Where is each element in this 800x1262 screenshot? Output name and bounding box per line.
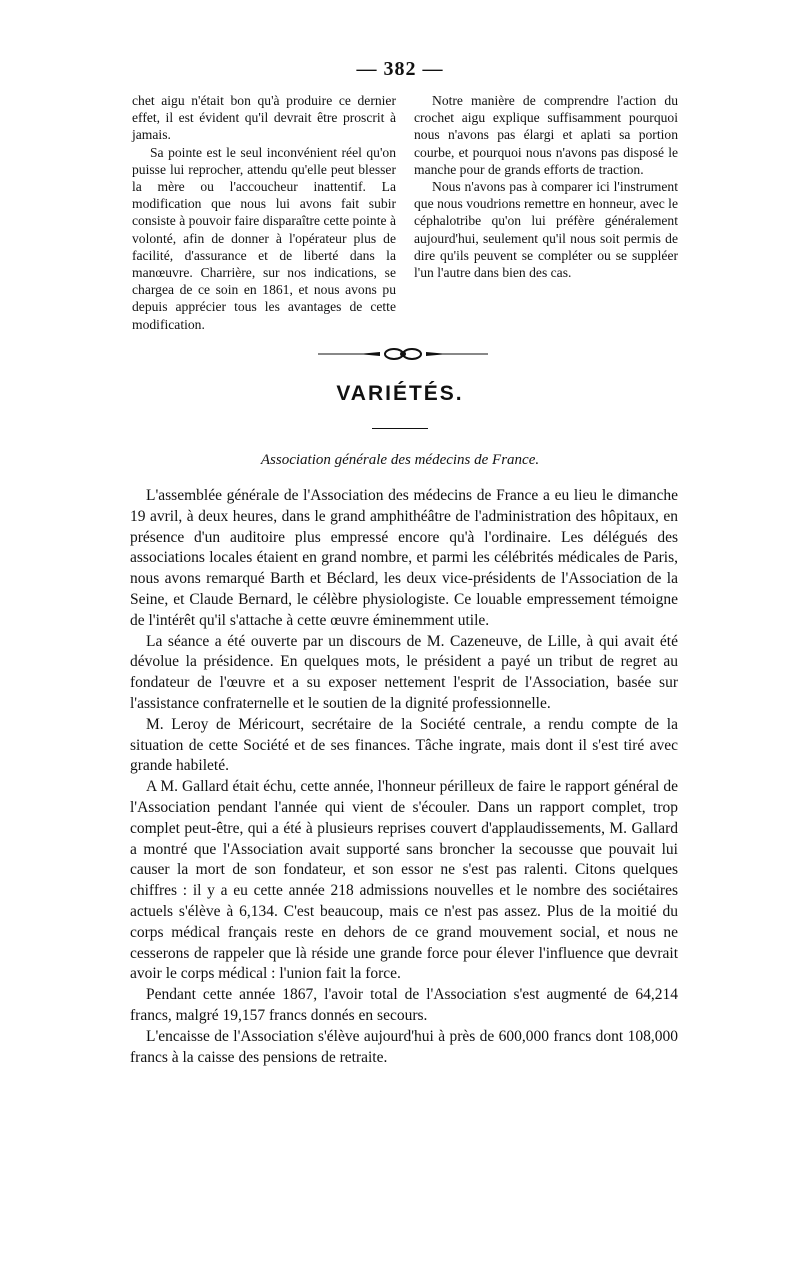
two-column-section: [132, 92, 678, 333]
body-paragraph-2: La séance a été ouverte par un discours de M. Cazeneuve, de Lille, à qui avait été dévolue la présidence. En quelques mots, le président a payé un tribut de regret au fondateur de l'œuvre et a su exposer nettement l'esprit de l'Association, basée sur l'assistance confraternelle et le soutien de la dignité professionnelle.: [130, 632, 678, 712]
left-paragraph-2: Sa pointe est le seul inconvénient réel qu'on puisse lui reprocher, attendu qu'elle peut blesser la mère ou l'accoucheur inattentif. La modification que nous lui avons fait subir consiste à pouvoir faire disparaître cette pointe à volonté, afin de donner à l'opérateur plus de facilité, d'assurance et de liberté dans la manœuvre. Charrière, sur nos indications, se chargea de ce soin en 1861, et nous avons pu depuis apprécier tous les avantages de cette modification.: [132, 144, 396, 332]
body-paragraph-6: L'encaisse de l'Association s'élève aujourd'hui à près de 600,000 francs dont 108,000 francs à la caisse des pensions de retraite.: [130, 1027, 678, 1066]
article-body: [130, 486, 678, 1068]
ornamental-divider: [318, 346, 488, 362]
right-column: [414, 92, 678, 333]
left-column: [132, 92, 396, 333]
title-rule: [372, 428, 428, 429]
body-paragraph-5: Pendant cette année 1867, l'avoir total de l'Association s'est augmenté de 64,214 francs, malgré 19,157 francs donnés en secours.: [130, 986, 678, 1024]
body-paragraph-4: A M. Gallard était échu, cette année, l'honneur périlleux de faire le rapport général de l'Association pendant l'année qui vient de s'écouler. Dans un rapport complet, trop complet peut-être, qui a été à plusieurs reprises couvert d'applaudissements, M. Gallard a montré que l'Association avait supporté sans broncher la secousse que pouvait lui causer la mort de son fondateur, et son essor ne s'est pas ralenti. Citons quelques chiffres : il y a eu cette année 218 admissions nouvelles et le nombre des sociétaires actuels s'élève à 6,134. C'est beaucoup, mais ce n'est pas assez. Plus de la moitié du corps médical français reste en dehors de ce grand mouvement social, et nous ne cesserons de rappeler que là réside une grande force pour élever l'influence que devrait avoir le corps médical : l'union fait la force.: [130, 778, 678, 983]
right-paragraph-1: Notre manière de comprendre l'action du crochet aigu explique suffisamment pourquoi nous n'avons pas élargi et aplati sa portion courbe, et pourquoi nous n'avons pas disposé le manche pour de grands efforts de traction.: [414, 93, 678, 177]
section-subtitle: Association générale des médecins de France.: [260, 452, 540, 468]
body-paragraph-1: L'assemblée générale de l'Association des médecins de France a eu lieu le dimanche 19 avril, à deux heures, dans le grand amphithéâtre de l'administration des hôpitaux, en présence d'un auditoire plus empressé encore qu'à l'ordinaire. Les délégués des associations locales étaient en grand nombre, et parmi les célébrités médicales de Paris, nous avons remarqué Barth et Béclard, les deux vice-présidents de l'Association de la Seine, et Claude Bernard, le célèbre physiologiste. Ce louable empressement témoigne de l'intérêt qu'il s'attache à cette œuvre éminemment utile.: [130, 487, 678, 629]
right-paragraph-2: Nous n'avons pas à comparer ici l'instrument que nous voudrions remettre en honneur, avec le céphalotribe qu'on lui préfère généralement aujourd'hui, seulement qu'il nous soit permis de dire qu'ils peuvent se compléter ou se suppléer l'un l'autre dans bien des cas.: [414, 179, 678, 281]
body-paragraph-3: M. Leroy de Méricourt, secrétaire de la Société centrale, a rendu compte de la situation de cette Société et de ses finances. Tâche ingrate, mais dont il s'est tiré avec grande habileté.: [130, 715, 678, 775]
page-number: — 382 —: [356, 58, 444, 80]
section-title: VARIÉTÉS.: [336, 382, 464, 405]
left-paragraph-1: chet aigu n'était bon qu'à produire ce dernier effet, il est évident qu'il devrait être proscrit à jamais.: [132, 93, 396, 143]
